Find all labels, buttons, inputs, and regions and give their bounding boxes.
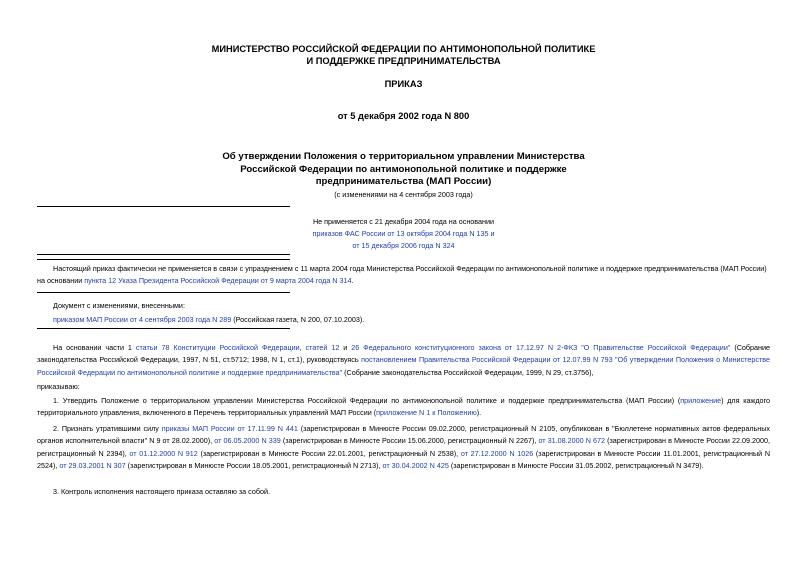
notice-paragraph xyxy=(37,263,770,288)
appendix-link[interactable]: приложение xyxy=(680,396,722,405)
articles-12-link[interactable]: статей 12 xyxy=(305,343,340,352)
resolution-793-link[interactable]: постановлением Правительства Российской Федерации от 12.07.99 N 793 "Об утверждении Положения о Министерстве Российской Федерации по антимонопольной политике и поддержке предпринимательства" xyxy=(37,355,770,377)
notice-suffix: . xyxy=(351,276,354,286)
notice-line-1: Настоящий приказ фактически не применяется в связи с упразднением с 11 марта 2004 года Министерства Российской Федерации по антимонопольной политике и поддержке предпринимательства (МАП России) xyxy=(53,264,767,273)
item-text: (зарегистрирован в Минюсте России 22.09.2000, регистрационный N 2394), xyxy=(37,436,770,458)
order-441-link[interactable]: приказы МАП России от 17.11.99 N 441 xyxy=(161,424,298,433)
basis-text: , xyxy=(299,343,306,352)
ministry-name xyxy=(37,44,770,68)
order-912-link[interactable]: от 01.12.2000 N 912 xyxy=(129,448,198,458)
not-applied-text: Не применяется с 21 декабря 2004 года на основании xyxy=(312,217,495,226)
notice-line-2 xyxy=(37,275,770,287)
changes-block xyxy=(53,300,770,327)
item-1 xyxy=(37,395,770,420)
divider xyxy=(37,206,290,207)
ministry-line-1: МИНИСТЕРСТВО РОССИЙСКОЙ ФЕДЕРАЦИИ ПО АНТИМОНОПОЛЬНОЙ ПОЛИТИКЕ xyxy=(211,44,596,54)
fas-order-link-2[interactable]: от 15 декабря 2006 года N 324 xyxy=(352,241,455,251)
notice-prefix: на основании xyxy=(37,276,85,286)
constitution-article-78-link[interactable]: статьи 78 Конституции Российской Федерации xyxy=(135,343,300,352)
item-2 xyxy=(37,423,770,473)
item-text: (зарегистрирован в Минюсте России 22.01.2001, регистрационный N 2538), xyxy=(197,448,461,458)
title-line-3: предпринимательства (МАП России) xyxy=(315,176,492,188)
divider xyxy=(37,328,290,329)
item-text: 1. Утвердить Положение о территориальном управлении Министерства Российской Федерации по антимонопольной политике и поддержке предпринимательства (МАП России) ( xyxy=(53,396,681,405)
amendments-note: (с изменениями на 4 сентября 2003 года) xyxy=(334,190,473,199)
date-number: от 5 декабря 2002 года N 800 xyxy=(337,111,470,121)
basis-text: На основании части 1 xyxy=(53,343,136,352)
changes-source: (Российская газета, N 200, 07.10.2003). xyxy=(231,315,365,325)
item-text: (зарегистрирован в Минюсте России 09.02.2000, регистрационный N 2105, опубликован в "Бюллетене нормативных актов федеральных органов исполнительной власти" N 9 от 28.02.2000), xyxy=(37,424,770,446)
item-text: (зарегистрирован в Минюсте России 18.05.2001, регистрационный N 2713), xyxy=(125,461,383,471)
item-text: (зарегистрирован в Минюсте России 31.05.2002, регистрационный N 3479). xyxy=(448,461,704,471)
order-672-link[interactable]: от 31.08.2000 N 672 xyxy=(538,436,605,446)
basis-text: (Собрание законодательства Российской Федерации, 1997, N 51, ст.5712; 1998, N 1, ст.1), руководствуясь xyxy=(37,343,770,365)
order-289-link[interactable]: приказом МАП России от 4 сентября 2003 года N 289 xyxy=(53,315,232,325)
divider xyxy=(37,292,290,293)
order-1026-link[interactable]: от 27.12.2000 N 1026 xyxy=(460,448,534,458)
item-text: (зарегистрирован в Минюсте России 11.01.2001, регистрационный N 2524), xyxy=(37,448,771,471)
document-title xyxy=(37,151,770,189)
order-425-link[interactable]: от 30.04.2002 N 425 xyxy=(382,461,449,471)
item-text: ) для каждого территориального управления, включенного в Перечень территориальных управлений МАП России ( xyxy=(37,396,770,418)
title-line-2: Российской Федерации по антимонопольной политике и поддержке xyxy=(240,163,567,175)
doc-type: ПРИКАЗ xyxy=(384,79,423,89)
ministry-line-2: И ПОДДЕРЖКЕ ПРЕДПРИНИМАТЕЛЬСТВА xyxy=(306,55,501,66)
item-3: 3. Контроль исполнения настоящего приказа оставляю за собой. xyxy=(53,487,270,496)
order-307-link[interactable]: от 29.03.2001 N 307 xyxy=(59,461,126,471)
changes-line xyxy=(53,314,770,326)
divider xyxy=(37,254,290,255)
order-339-link[interactable]: от 06.05.2000 N 339 xyxy=(214,436,281,446)
appendix-1-link[interactable]: приложение N 1 к Положению xyxy=(376,408,477,418)
not-applied-block xyxy=(37,216,770,253)
basis-text: и xyxy=(339,343,352,352)
decree-314-link[interactable]: пункта 12 Указа Президента Российской Федерации от 9 марта 2004 года N 314 xyxy=(84,276,352,286)
basis-text: (Собрание законодательства Российской Федерации, 1999, N 29, ст.3756), xyxy=(342,367,594,377)
item-text: 2. Признать утратившими силу xyxy=(53,424,162,433)
title-line-1: Об утверждении Положения о территориальном управлении Министерства xyxy=(222,151,585,162)
fas-order-link-1[interactable]: приказов ФАС России от 13 октября 2004 года N 135 и xyxy=(312,229,495,239)
divider xyxy=(37,259,290,260)
basis-paragraph xyxy=(37,342,770,379)
government-law-link[interactable]: 26 Федерального конституционного закона от 17.12.97 N 2-ФКЗ "О Правительстве Российской Федерации" xyxy=(351,343,731,352)
item-text: ). xyxy=(476,408,482,418)
changes-label: Документ с изменениями, внесенными: xyxy=(53,301,185,310)
order-word: приказываю: xyxy=(37,382,80,391)
item-text: (зарегистрирован в Минюсте России 15.06.2000, регистрационный N 2267), xyxy=(280,436,539,446)
